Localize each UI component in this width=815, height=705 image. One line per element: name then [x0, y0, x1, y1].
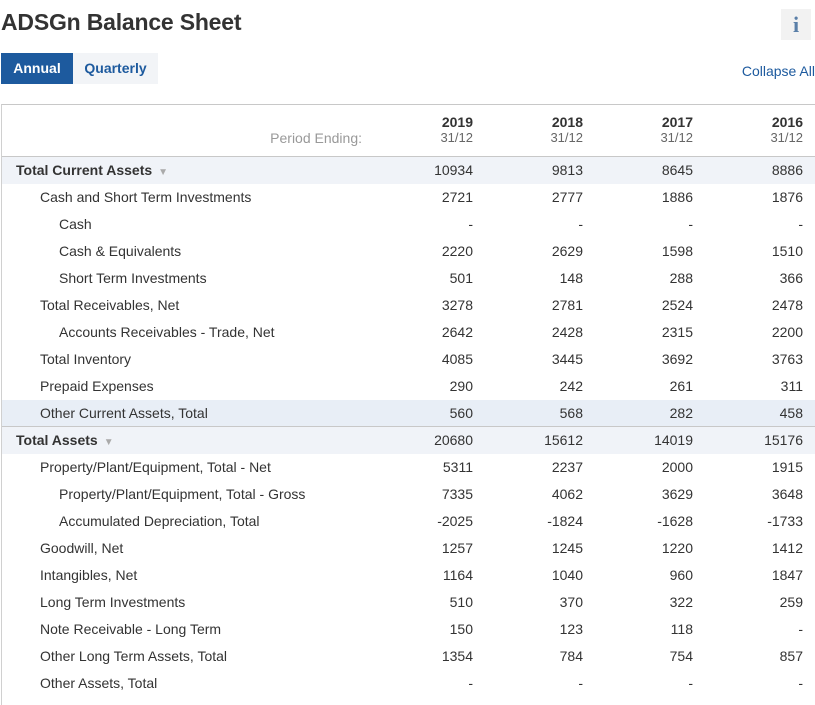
column-year: 2016 [771, 114, 803, 130]
cell-value: 2721 [441, 189, 473, 205]
cell-value: 123 [559, 621, 583, 637]
column-header-2018 [523, 115, 583, 145]
row-label-text: Goodwill, Net [40, 540, 124, 556]
cell-value: 7335 [441, 486, 473, 502]
row-label-text: Cash [59, 216, 92, 232]
tab-quarterly[interactable]: Quarterly [73, 53, 158, 84]
row-label [40, 562, 137, 589]
cell-value: 366 [779, 270, 803, 286]
cell-value: 150 [449, 621, 473, 637]
cell-value: 1257 [441, 540, 473, 556]
row-label-text: Other Assets, Total [40, 675, 158, 691]
cell-value: 370 [559, 594, 583, 610]
tab-annual[interactable]: Annual [1, 53, 73, 84]
row-label-text: Other Current Assets, Total [40, 405, 208, 421]
page-title: ADSGn Balance Sheet [1, 9, 242, 35]
cell-value: 501 [449, 270, 473, 286]
column-header-2017 [633, 115, 693, 145]
row-label-text: Long Term Investments [40, 594, 186, 610]
cell-value: 3445 [551, 351, 583, 367]
row-label-text: Cash & Equivalents [59, 243, 182, 259]
cell-value: 261 [669, 378, 693, 394]
column-header-2016 [743, 115, 803, 145]
info-icon[interactable]: i [781, 9, 811, 40]
cell-value: 1245 [551, 540, 583, 556]
cell-value: 259 [779, 594, 803, 610]
row-label [16, 157, 168, 186]
cell-value: 568 [559, 405, 583, 421]
cell-value: 9813 [551, 162, 583, 178]
row-label-text: Total Current Assets [16, 162, 153, 178]
cell-value: 1040 [551, 567, 583, 583]
cell-value: 2524 [661, 297, 693, 313]
row-label-text: Property/Plant/Equipment, Total - Gross [59, 486, 306, 502]
table-row [2, 454, 815, 481]
column-year: 2017 [661, 114, 693, 130]
table-row [2, 346, 815, 373]
period-ending-label: Period Ending: [270, 130, 362, 146]
cell-value: 3763 [771, 351, 803, 367]
row-label [40, 454, 271, 481]
cell-value: 5311 [442, 459, 473, 475]
cell-value: 1412 [771, 540, 803, 556]
cell-value: 2000 [661, 459, 693, 475]
cell-value: 1876 [771, 189, 803, 205]
cell-value: 4062 [551, 486, 583, 502]
cell-value: 1164 [442, 567, 473, 583]
cell-value: 3629 [661, 486, 693, 502]
cell-value: 458 [779, 405, 803, 421]
cell-value: 15176 [764, 432, 803, 448]
row-label [16, 427, 114, 456]
cell-value: 148 [559, 270, 583, 286]
cell-value: 290 [449, 378, 473, 394]
row-label [40, 670, 157, 697]
cell-value: 2629 [551, 243, 583, 259]
row-label-text: Note Receivable - Long Term [40, 621, 222, 637]
column-header-2019 [413, 115, 473, 145]
row-label [59, 238, 181, 265]
row-label [59, 265, 207, 292]
cell-value: 4085 [441, 351, 473, 367]
cell-value: 560 [449, 405, 473, 421]
cell-value: 857 [779, 648, 803, 664]
cell-value: 3648 [771, 486, 803, 502]
cell-value: 282 [669, 405, 693, 421]
table-row [2, 508, 815, 535]
row-label-text: Property/Plant/Equipment, Total - Net [40, 459, 271, 475]
row-label [40, 184, 251, 211]
cell-value: 510 [449, 594, 473, 610]
column-date: 31/12 [770, 130, 803, 145]
cell-value: 2642 [441, 324, 473, 340]
cell-value: -1824 [547, 513, 583, 529]
table-section-row[interactable] [2, 156, 815, 184]
cell-value: 1510 [771, 243, 803, 259]
row-label [40, 373, 154, 400]
table-row [2, 535, 815, 562]
row-label [40, 346, 131, 373]
table-row [2, 184, 815, 211]
collapse-all-link[interactable]: Collapse All [741, 63, 815, 79]
cell-value: -1733 [767, 513, 803, 529]
cell-value: 311 [780, 378, 803, 394]
cell-value: 2200 [771, 324, 803, 340]
cell-value: 1886 [661, 189, 693, 205]
row-label [40, 643, 227, 670]
row-label [40, 400, 208, 427]
row-label [40, 292, 179, 319]
cell-value: - [798, 675, 803, 691]
column-date: 31/12 [550, 130, 583, 145]
row-label-text: Accounts Receivables - Trade, Net [59, 324, 275, 340]
cell-value: - [578, 216, 583, 232]
cell-value: 2781 [551, 297, 583, 313]
balance-sheet-table [1, 104, 815, 705]
cell-value: 242 [559, 378, 583, 394]
cell-value: 1915 [771, 459, 803, 475]
cell-value: -1628 [657, 513, 693, 529]
cell-value: 1598 [661, 243, 693, 259]
cell-value: 15612 [544, 432, 583, 448]
row-label [59, 508, 260, 535]
table-row [2, 481, 815, 508]
table-row [2, 400, 815, 427]
cell-value: 2237 [551, 459, 583, 475]
row-label-text: Cash and Short Term Investments [40, 189, 252, 205]
cell-value: 1220 [661, 540, 693, 556]
column-date: 31/12 [440, 130, 473, 145]
cell-value: - [688, 216, 693, 232]
cell-value: 10934 [434, 162, 473, 178]
row-label-text: Total Assets [16, 432, 98, 448]
row-label [59, 211, 92, 238]
row-label [40, 589, 185, 616]
cell-value: 8886 [771, 162, 803, 178]
chevron-down-icon[interactable]: ▼ [103, 437, 114, 448]
table-row [2, 670, 815, 697]
cell-value: - [798, 621, 803, 637]
cell-value: 784 [559, 648, 583, 664]
row-label [59, 319, 275, 346]
table-row [2, 589, 815, 616]
row-label-text: Intangibles, Net [40, 567, 138, 583]
row-label-text: Accumulated Depreciation, Total [59, 513, 260, 529]
cell-value: - [578, 675, 583, 691]
table-row [2, 292, 815, 319]
table-row [2, 616, 815, 643]
column-year: 2019 [441, 114, 473, 130]
cell-value: 20680 [434, 432, 473, 448]
row-label [40, 616, 221, 643]
cell-value: 2428 [551, 324, 583, 340]
cell-value: 322 [669, 594, 693, 610]
cell-value: 2478 [771, 297, 803, 313]
table-section-row[interactable] [2, 426, 815, 454]
cell-value: - [468, 675, 473, 691]
cell-value: 754 [669, 648, 693, 664]
cell-value: 2777 [551, 189, 583, 205]
cell-value: - [688, 675, 693, 691]
row-label-text: Other Long Term Assets, Total [40, 648, 228, 664]
column-year: 2018 [551, 114, 583, 130]
table-row [2, 238, 815, 265]
row-label-text: Total Receivables, Net [40, 297, 180, 313]
cell-value: - [798, 216, 803, 232]
cell-value: -2025 [437, 513, 473, 529]
row-label-text: Total Inventory [40, 351, 132, 367]
table-row [2, 211, 815, 238]
cell-value: - [468, 216, 473, 232]
table-row [2, 562, 815, 589]
table-row [2, 643, 815, 670]
cell-value: 2315 [661, 324, 693, 340]
chevron-down-icon[interactable]: ▼ [158, 167, 169, 178]
cell-value: 118 [670, 621, 693, 637]
row-label [40, 535, 123, 562]
row-label-text: Prepaid Expenses [40, 378, 154, 394]
table-row [2, 373, 815, 400]
cell-value: 1354 [441, 648, 473, 664]
cell-value: 2220 [441, 243, 473, 259]
row-label [59, 481, 305, 508]
cell-value: 960 [669, 567, 693, 583]
row-label-text: Short Term Investments [59, 270, 207, 286]
cell-value: 14019 [654, 432, 693, 448]
column-date: 31/12 [660, 130, 693, 145]
cell-value: 1847 [771, 567, 803, 583]
cell-value: 8645 [661, 162, 693, 178]
table-row [2, 319, 815, 346]
table-row [2, 265, 815, 292]
cell-value: 3278 [441, 297, 473, 313]
cell-value: 3692 [661, 351, 693, 367]
cell-value: 288 [669, 270, 693, 286]
